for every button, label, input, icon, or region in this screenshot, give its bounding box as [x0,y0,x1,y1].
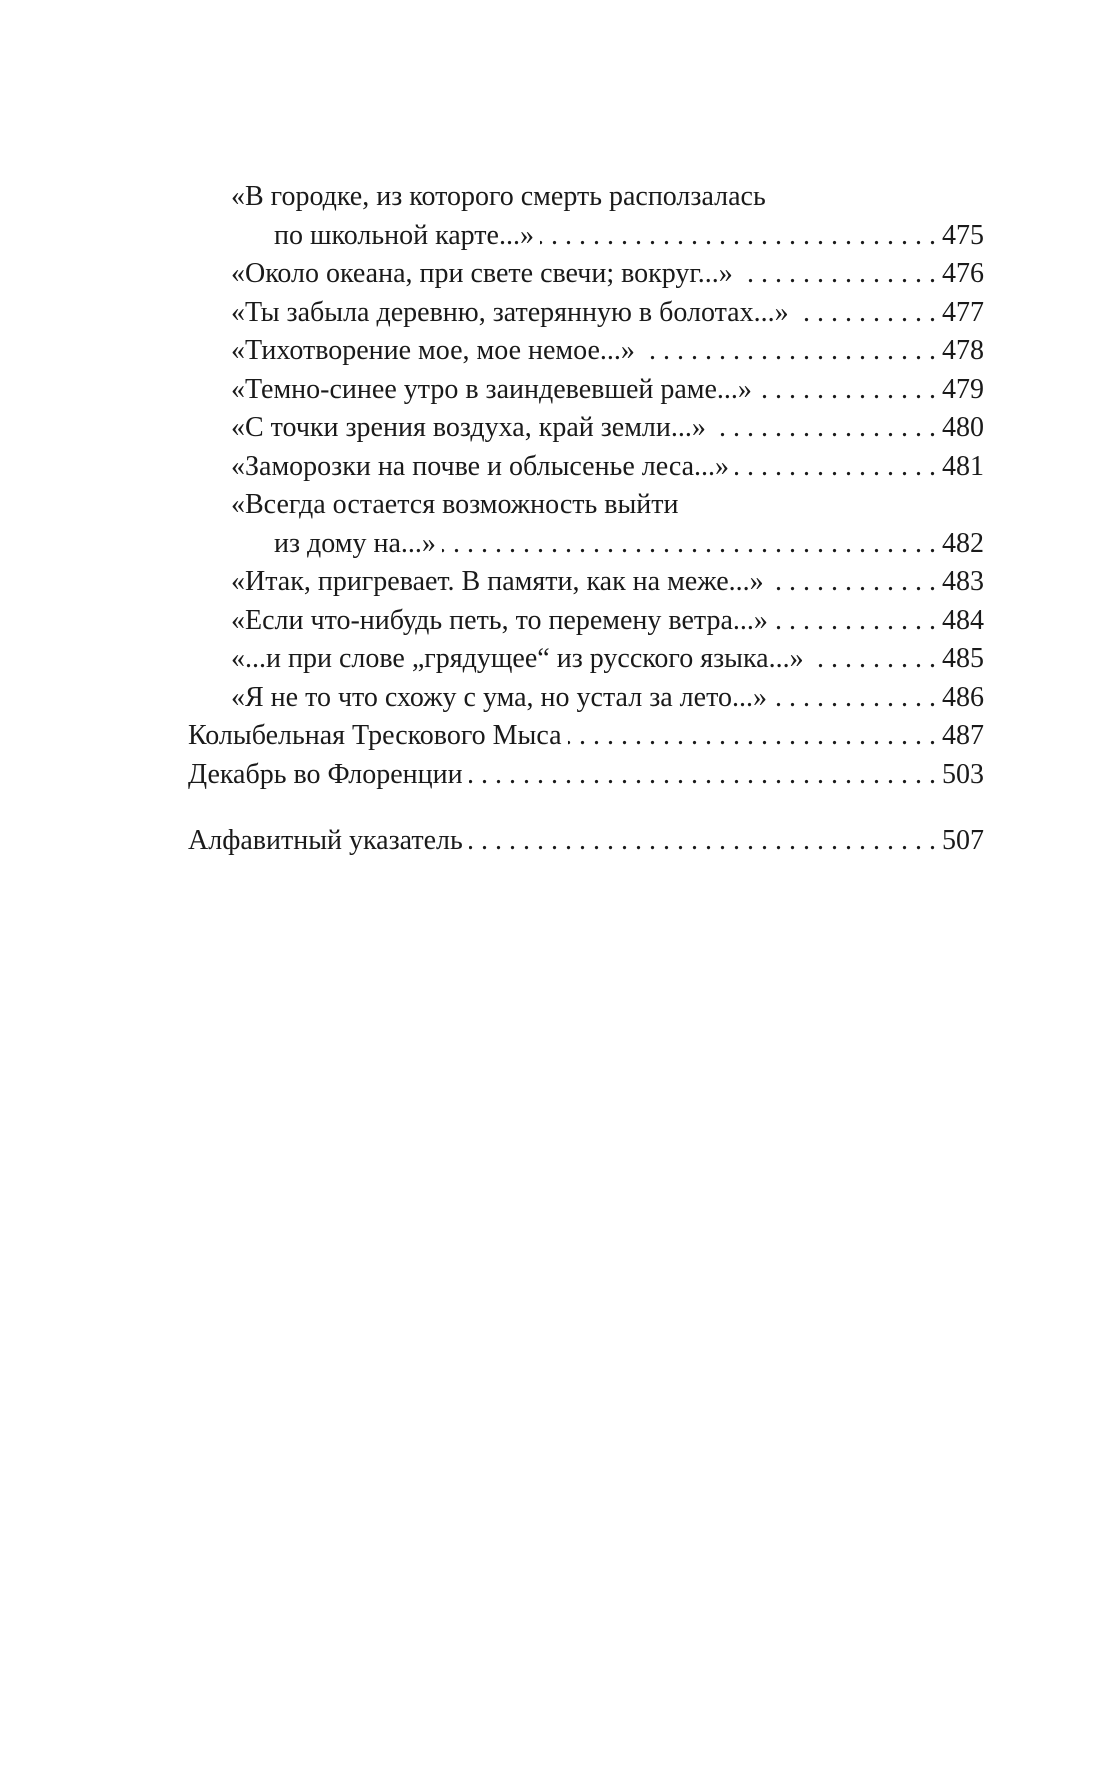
toc-entry-page: 477 [942,296,984,328]
toc-entry-title-cont: по школьной карте...» [274,219,534,251]
toc-entry[interactable] [188,679,984,718]
toc-entry[interactable] [188,332,984,371]
toc-entry[interactable] [188,255,984,294]
toc-entry-title: Декабрь во Флоренции [188,758,463,790]
toc-entry-page: 485 [942,643,984,674]
toc-entry-page: 476 [942,258,984,289]
toc-entry-page: 483 [942,566,984,597]
toc-entry[interactable] [188,756,984,795]
toc-entry-title: «Тихотворение мое, мое немое...» [231,335,635,366]
dot-leader [758,371,936,410]
dot-leader [795,294,936,333]
dot-leader [641,332,936,371]
toc-entry[interactable] [188,486,984,563]
toc-entry-page: 484 [942,604,984,636]
toc-entry-title: «Темно-синее утро в заиндевевшей раме...» [231,373,752,405]
toc-entry-page: 482 [942,527,984,559]
toc-entry-page: 479 [942,373,984,405]
toc-entry[interactable] [188,563,984,602]
toc-entry-title: «Итак, пригревает. В памяти, как на меже...» [231,566,764,597]
toc-entry-title: «В городке, из которого смерть расползалась [231,181,766,212]
toc-entry[interactable] [188,717,984,756]
section-gap [188,794,984,822]
toc-entry-title: «...и при слове „грядущее“ из русского языка...» [231,643,804,674]
toc-entry-page: 487 [942,720,984,751]
toc-entry[interactable] [188,371,984,410]
toc-entry-page: 478 [942,335,984,366]
toc-entry-title: «Всегда остается возможность выйти [231,489,679,520]
toc-entry[interactable] [188,409,984,448]
toc-entry[interactable] [188,640,984,679]
dot-leader [810,640,936,679]
toc-entry[interactable] [188,178,984,255]
toc-entry-page: 486 [942,681,984,713]
toc-entry-title: Алфавитный указатель [188,825,463,856]
dot-leader [735,448,936,487]
toc-entry[interactable] [188,448,984,487]
table-of-contents [188,178,984,861]
dot-leader [774,602,936,641]
dot-leader [469,822,936,861]
toc-entry-title: «Если что-нибудь петь, то перемену ветра...» [231,604,768,636]
dot-leader [712,409,936,448]
toc-entry-page: 480 [942,412,984,443]
toc-entry-title-cont: из дому на...» [274,527,436,559]
dot-leader [469,756,936,795]
toc-entry-page: 481 [942,450,984,482]
dot-leader [739,255,936,294]
toc-entry-title: Колыбельная Трескового Мыса [188,720,562,751]
dot-leader [540,217,936,256]
toc-entry-title: «Ты забыла деревню, затерянную в болотах...» [231,296,789,328]
toc-entry-page: 503 [942,758,984,790]
toc-entry-title: «Около океана, при свете свечи; вокруг...» [231,258,733,289]
dot-leader [770,563,936,602]
toc-entry-title: «Заморозки на почве и облысенье леса...» [231,450,730,482]
dot-leader [442,525,936,564]
dot-leader [773,679,936,718]
toc-entry-page: 507 [942,825,984,856]
toc-entry-index[interactable] [188,822,984,861]
dot-leader [568,717,936,756]
toc-entry-page: 475 [942,219,984,251]
toc-entry[interactable] [188,602,984,641]
toc-entry[interactable] [188,294,984,333]
toc-entry-title: «Я не то что схожу с ума, но устал за лето...» [231,681,767,713]
toc-entry-title: «С точки зрения воздуха, край земли...» [231,412,706,443]
